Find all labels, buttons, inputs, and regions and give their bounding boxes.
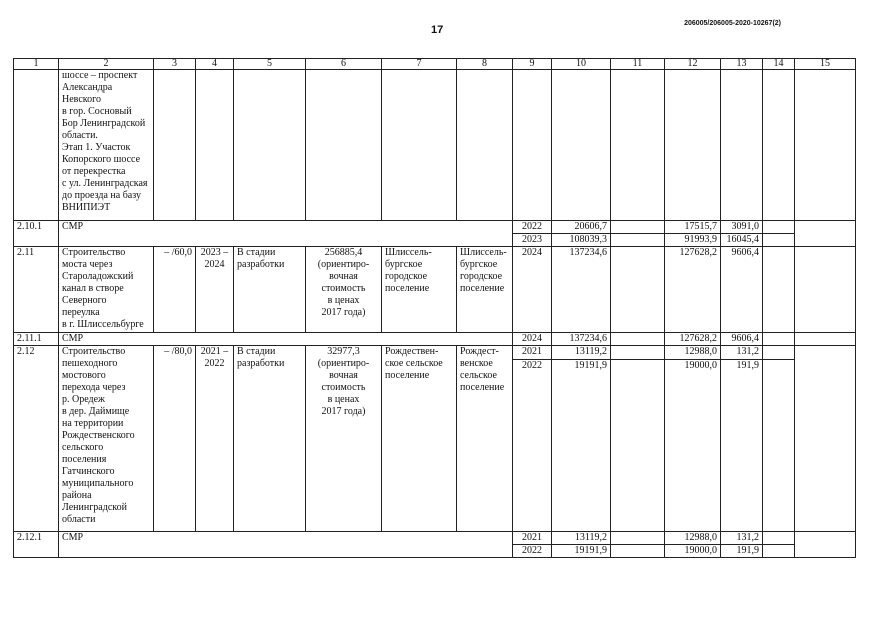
table-cell bbox=[763, 234, 795, 247]
capacity-cell: – /60,0 bbox=[154, 247, 196, 333]
year-cell: 2021 bbox=[513, 532, 552, 545]
page-number: 17 bbox=[431, 24, 444, 36]
document-id: 206005/206005-2020-10267(2) bbox=[684, 20, 781, 27]
object-name-cell: Строительство моста через Староладожский канал в створе Северного переулка в г. Шлиссельбурге bbox=[59, 247, 154, 333]
table-row bbox=[14, 247, 856, 333]
customer-cell: Шлиссель- бургское городское поселение bbox=[457, 247, 513, 333]
table-row bbox=[14, 70, 856, 221]
row-name-cell: СМР bbox=[59, 221, 513, 247]
period-cell: 2023 – 2024 bbox=[196, 247, 234, 333]
table-cell bbox=[763, 360, 795, 532]
row-number-cell: 2.11 bbox=[14, 247, 59, 333]
value-cell: 108039,3 bbox=[552, 234, 611, 247]
column-header: 14 bbox=[763, 59, 795, 70]
table-cell bbox=[795, 346, 856, 532]
table-cell bbox=[552, 70, 611, 221]
column-header: 2 bbox=[59, 59, 154, 70]
table-cell bbox=[763, 532, 795, 545]
table-cell bbox=[611, 221, 665, 234]
value-cell: 127628,2 bbox=[665, 333, 721, 346]
row-number-cell: 2.10.1 bbox=[14, 221, 59, 247]
value-cell: 12988,0 bbox=[665, 346, 721, 360]
column-header: 12 bbox=[665, 59, 721, 70]
year-cell: 2022 bbox=[513, 545, 552, 558]
value-cell: 12988,0 bbox=[665, 532, 721, 545]
year-cell: 2022 bbox=[513, 360, 552, 532]
table-cell bbox=[763, 545, 795, 558]
value-cell: 3091,0 bbox=[721, 221, 763, 234]
location-cell: Шлиссель- бургское городское поселение bbox=[382, 247, 457, 333]
year-cell: 2024 bbox=[513, 333, 552, 346]
table-row bbox=[14, 346, 856, 360]
value-cell: 13119,2 bbox=[552, 532, 611, 545]
construction-program-table bbox=[13, 58, 856, 558]
table-cell bbox=[763, 333, 795, 346]
table-row bbox=[14, 532, 856, 545]
row-number-cell: 2.12.1 bbox=[14, 532, 59, 558]
column-header: 3 bbox=[154, 59, 196, 70]
row-number-cell: 2.12 bbox=[14, 346, 59, 532]
value-cell: 20606,7 bbox=[552, 221, 611, 234]
year-cell: 2024 bbox=[513, 247, 552, 333]
column-header: 4 bbox=[196, 59, 234, 70]
status-cell: В стадии разработки bbox=[234, 346, 306, 532]
column-header: 9 bbox=[513, 59, 552, 70]
table-cell bbox=[306, 70, 382, 221]
status-cell: В стадии разработки bbox=[234, 247, 306, 333]
table-cell bbox=[611, 360, 665, 532]
value-cell: 9606,4 bbox=[721, 247, 763, 333]
table-cell bbox=[795, 333, 856, 346]
column-header: 10 bbox=[552, 59, 611, 70]
table-cell bbox=[611, 545, 665, 558]
table-cell bbox=[14, 70, 59, 221]
column-header: 7 bbox=[382, 59, 457, 70]
column-number-row bbox=[14, 59, 856, 70]
table-cell bbox=[795, 532, 856, 558]
value-cell: 137234,6 bbox=[552, 333, 611, 346]
table-cell bbox=[196, 70, 234, 221]
value-cell: 19191,9 bbox=[552, 360, 611, 532]
table-cell bbox=[154, 70, 196, 221]
table-cell bbox=[795, 247, 856, 333]
table-cell bbox=[611, 532, 665, 545]
cost-cell: 256885,4 (ориентиро- вочная стоимость в ценах 2017 года) bbox=[306, 247, 382, 333]
table-cell bbox=[611, 247, 665, 333]
table-cell bbox=[513, 70, 552, 221]
row-name-cell: СМР bbox=[59, 532, 513, 558]
year-cell: 2021 bbox=[513, 346, 552, 360]
column-header: 5 bbox=[234, 59, 306, 70]
table-cell bbox=[234, 70, 306, 221]
table-cell bbox=[611, 333, 665, 346]
value-cell: 91993,9 bbox=[665, 234, 721, 247]
object-name-cell: шоссе – проспект Александра Невского в гор. Сосновый Бор Ленинградской области. Этап 1. Участок Копорского шоссе от перекрестка с ул. Ленинградская до проезда на базу ВНИПИЭТ bbox=[59, 70, 154, 221]
table-cell bbox=[382, 70, 457, 221]
value-cell: 17515,7 bbox=[665, 221, 721, 234]
column-header: 1 bbox=[14, 59, 59, 70]
row-number-cell: 2.11.1 bbox=[14, 333, 59, 346]
object-name-cell: Строительство пешеходного мостового перехода через р. Оредеж в дер. Даймище на территории Рождественского сельского поселения Гатчинского муниципального района Ленинградской области bbox=[59, 346, 154, 532]
column-header: 8 bbox=[457, 59, 513, 70]
value-cell: 16045,4 bbox=[721, 234, 763, 247]
table-cell bbox=[457, 70, 513, 221]
table-cell bbox=[721, 70, 763, 221]
capacity-cell: – /80,0 bbox=[154, 346, 196, 532]
table-row bbox=[14, 221, 856, 234]
year-cell: 2022 bbox=[513, 221, 552, 234]
document-table-wrapper bbox=[13, 58, 856, 558]
value-cell: 13119,2 bbox=[552, 346, 611, 360]
column-header: 6 bbox=[306, 59, 382, 70]
table-cell bbox=[611, 70, 665, 221]
value-cell: 137234,6 bbox=[552, 247, 611, 333]
value-cell: 191,9 bbox=[721, 360, 763, 532]
table-cell bbox=[763, 221, 795, 234]
customer-cell: Рождест- венское сельское поселение bbox=[457, 346, 513, 532]
value-cell: 127628,2 bbox=[665, 247, 721, 333]
value-cell: 131,2 bbox=[721, 532, 763, 545]
row-name-cell: СМР bbox=[59, 333, 513, 346]
table-cell bbox=[611, 346, 665, 360]
table-cell bbox=[611, 234, 665, 247]
cost-cell: 32977,3 (ориентиро- вочная стоимость в ценах 2017 года) bbox=[306, 346, 382, 532]
period-cell: 2021 – 2022 bbox=[196, 346, 234, 532]
table-row bbox=[14, 333, 856, 346]
table-cell bbox=[763, 70, 795, 221]
location-cell: Рождествен- ское сельское поселение bbox=[382, 346, 457, 532]
year-cell: 2023 bbox=[513, 234, 552, 247]
table-cell bbox=[795, 70, 856, 221]
table-cell bbox=[763, 247, 795, 333]
column-header: 15 bbox=[795, 59, 856, 70]
value-cell: 9606,4 bbox=[721, 333, 763, 346]
value-cell: 131,2 bbox=[721, 346, 763, 360]
table-cell bbox=[763, 346, 795, 360]
column-header: 13 bbox=[721, 59, 763, 70]
column-header: 11 bbox=[611, 59, 665, 70]
table-cell bbox=[665, 70, 721, 221]
value-cell: 19000,0 bbox=[665, 360, 721, 532]
value-cell: 191,9 bbox=[721, 545, 763, 558]
value-cell: 19000,0 bbox=[665, 545, 721, 558]
value-cell: 19191,9 bbox=[552, 545, 611, 558]
table-cell bbox=[795, 221, 856, 247]
